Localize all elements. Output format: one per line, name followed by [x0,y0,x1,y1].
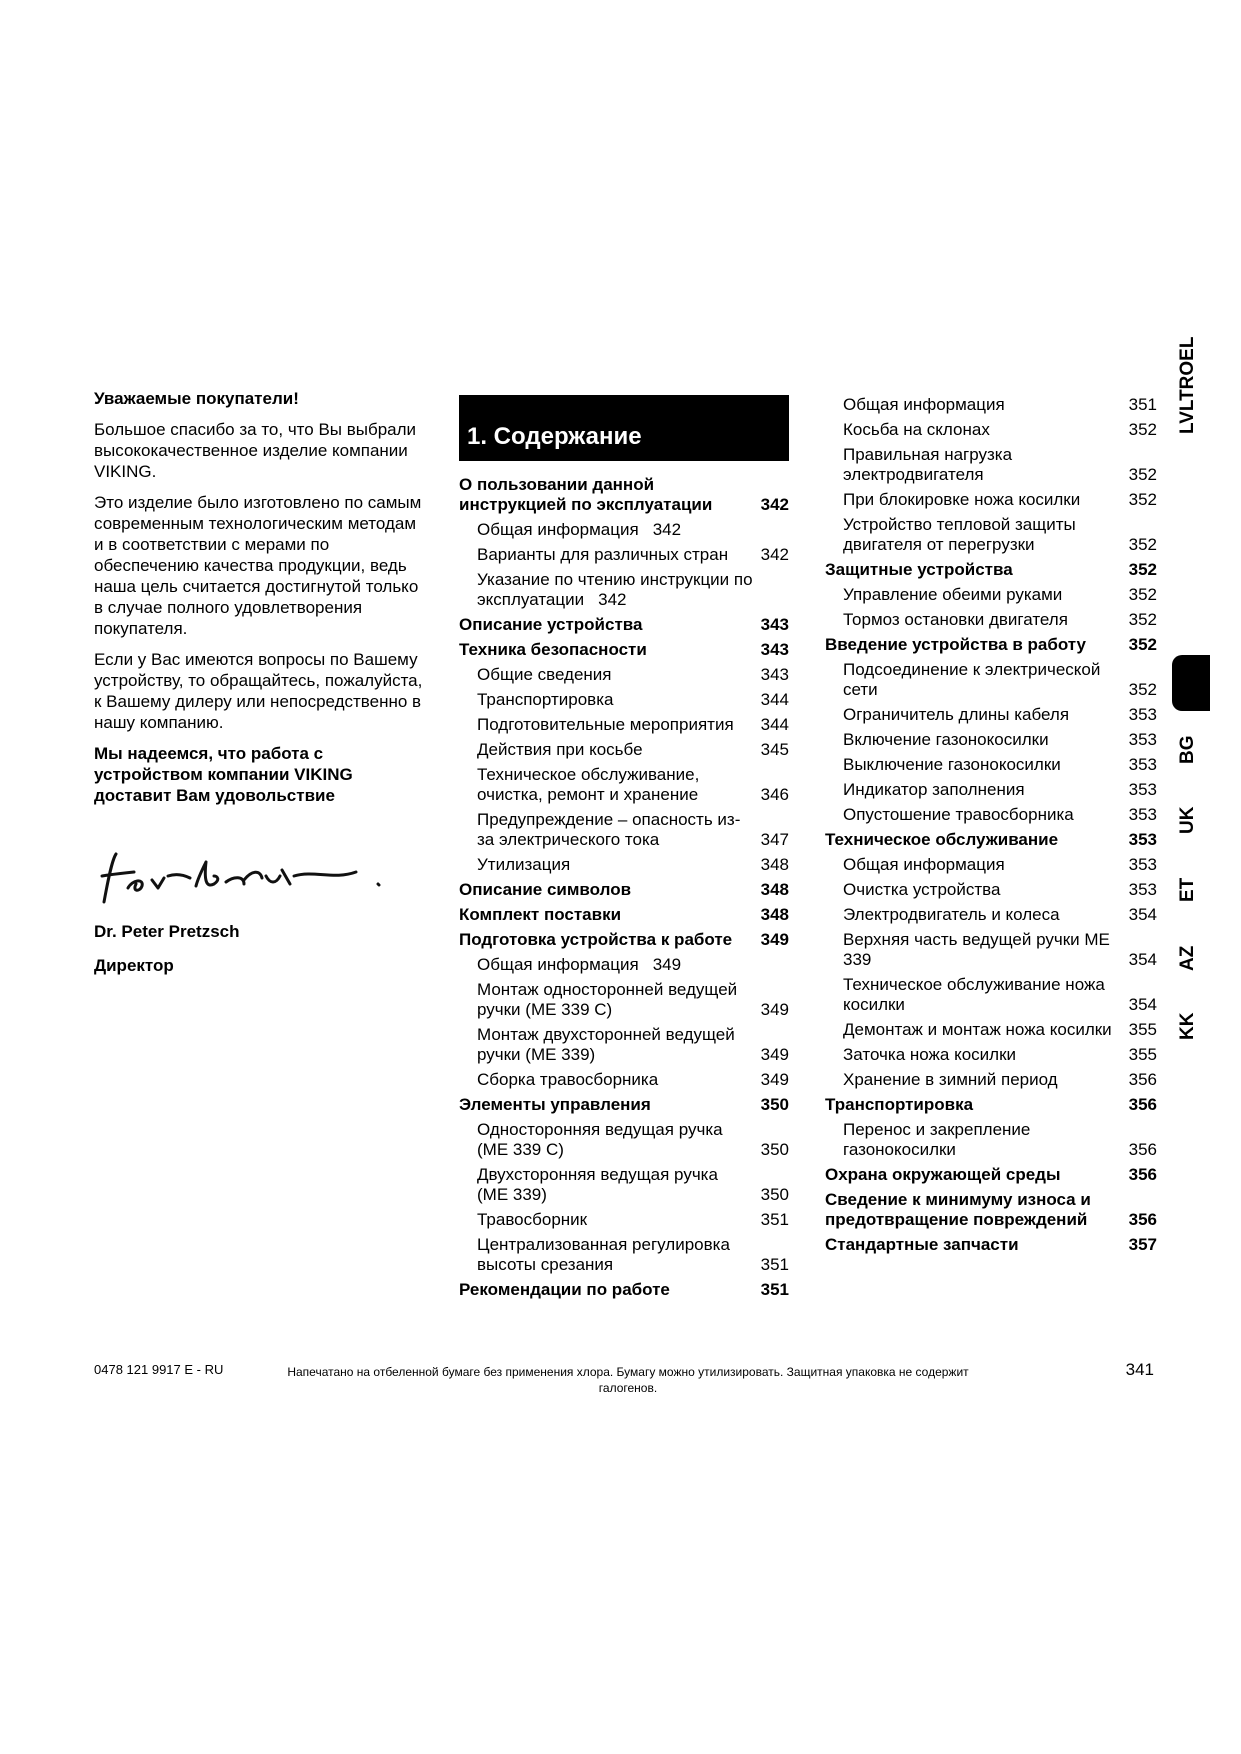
toc-entry-title: Предупреждение – опасность из-за электрического тока [477,810,741,849]
toc-section-entry[interactable] [459,640,789,660]
toc-entry-page: 349 [760,1045,789,1064]
lang-tab-uk[interactable]: UK [1177,806,1198,834]
toc-section-entry[interactable] [825,1190,1157,1230]
closing-paragraph: Мы надеемся, что работа с устройством компании VIKING доставит Вам удовольствие [94,744,353,805]
toc-entry-title: Перенос и закрепление газонокосилки [843,1120,1031,1159]
toc-entry-page: 351 [760,1210,789,1229]
toc-entry-page: 356 [1128,1070,1157,1089]
toc-entry-title: Транспортировка [825,1095,974,1114]
toc-subsection-entry[interactable] [459,665,789,685]
toc-column-1 [459,475,789,1305]
toc-subsection-entry[interactable] [825,515,1157,555]
toc-entry-title: Хранение в зимний период [843,1070,1058,1089]
toc-entry-title: Общая информация [843,855,1005,874]
toc-entry-page: 351 [760,1255,789,1274]
toc-entry-page: 346 [760,785,789,804]
toc-entry-title: Подготовительные мероприятия [477,715,734,734]
toc-entry-page: 342 [760,545,789,564]
toc-entry-page: 355 [1128,1020,1157,1039]
toc-entry-page: 349 [760,930,789,949]
toc-section-entry[interactable] [825,1165,1157,1185]
toc-entry-title: Ограничитель длины кабеля [843,705,1070,724]
signature-image [94,840,434,920]
toc-subsection-entry[interactable] [459,715,789,735]
toc-section-entry[interactable] [459,905,789,925]
toc-entry-page: 354 [1128,905,1157,924]
toc-subsection-entry[interactable] [459,1120,789,1160]
print-note: Напечатано на отбеленной бумаге без применения хлора. Бумагу можно утилизировать. Защитная упаковка не содержит галогенов. [287,1365,969,1395]
language-tabs [1168,320,1208,1040]
toc-subsection-entry[interactable] [459,545,789,565]
toc-subsection-entry[interactable] [825,490,1157,510]
page-number: 341 [1125,1360,1154,1379]
toc-subsection-entry[interactable] [459,740,789,760]
toc-subsection-entry[interactable] [825,780,1157,800]
toc-entry-page: 350 [760,1185,789,1204]
toc-entry-title: Транспортировка [477,690,614,709]
toc-subsection-entry[interactable] [459,955,789,975]
toc-subsection-entry[interactable] [459,690,789,710]
toc-entry-page: 348 [760,905,789,924]
toc-entry-page: 353 [1128,730,1157,749]
toc-entry-page: 343 [760,615,789,634]
toc-subsection-entry[interactable] [459,1025,789,1065]
toc-subsection-entry[interactable] [825,880,1157,900]
intro-letter [94,388,426,816]
toc-section-entry[interactable] [459,1095,789,1115]
toc-entry-title: Подсоединение к электрической сети [843,660,1101,699]
toc-entry-title: Электродвигатель и колеса [843,905,1060,924]
toc-entry-page: 356 [1128,1210,1157,1229]
toc-entry-page: 342 [760,495,789,514]
toc-entry-title: Рекомендации по работе [459,1280,670,1299]
toc-subsection-entry[interactable] [459,1210,789,1230]
toc-entry-title: Элементы управления [459,1095,651,1114]
toc-entry-title: Выключение газонокосилки [843,755,1061,774]
toc-entry-page: 352 [1128,465,1157,484]
toc-entry-title: Техническое обслуживание, очистка, ремонт и хранение [477,765,700,804]
toc-entry-title: Введение устройства в работу [825,635,1086,654]
intro-paragraph-2: Это изделие было изготовлено по самым современным технологическим методам и в соответствии с мерами по обеспечению качества продукции, ведь наша цель считается достигнутой только в случае полного удовлетворения покупателя. [94,493,422,638]
toc-entry-page: 345 [760,740,789,759]
toc-entry-page: 353 [1128,880,1157,899]
toc-section-entry[interactable] [825,830,1157,850]
toc-entry-title: Травосборник [477,1210,588,1229]
document-code: 0478 121 9917 E - RU [94,1362,224,1377]
toc-subsection-entry[interactable] [459,855,789,875]
toc-section-entry[interactable] [459,615,789,635]
toc-subsection-entry[interactable] [825,975,1157,1015]
toc-entry-page: 356 [1128,1140,1157,1159]
toc-entry-title: Стандартные запчасти [825,1235,1019,1254]
toc-subsection-entry[interactable] [459,810,789,850]
toc-entry-page: 347 [760,830,789,849]
toc-subsection-entry[interactable] [825,1120,1157,1160]
toc-entry-page: 355 [1128,1045,1157,1064]
toc-entry-page: 356 [1128,1165,1157,1184]
toc-entry-page: 352 [1128,680,1157,699]
toc-subsection-entry[interactable] [825,855,1157,875]
toc-section-entry[interactable] [825,560,1157,580]
toc-entry-title: Техника безопасности [459,640,647,659]
toc-title: 1. Содержание [467,423,642,450]
toc-entry-title: Общая информация [843,395,1005,414]
toc-subsection-entry[interactable] [825,805,1157,825]
toc-entry-title: Техническое обслуживание ножа косилки [843,975,1105,1014]
lang-tab-lvltroel[interactable]: LVLTROEL [1177,336,1198,434]
toc-subsection-entry[interactable] [825,445,1157,485]
toc-entry-page: 353 [1128,805,1157,824]
toc-entry-page: 352 [1128,560,1157,579]
toc-subsection-entry[interactable] [825,755,1157,775]
signatory-role: Директор [94,956,174,975]
toc-entry-page: 353 [1128,780,1157,799]
toc-entry-page: 350 [760,1095,789,1114]
toc-entry-page: 342 [598,590,627,609]
toc-entry-title: Защитные устройства [825,560,1013,579]
toc-entry-title: Монтаж двухсторонней ведущей ручки (ME 339) [477,1025,735,1064]
toc-entry-title: Устройство тепловой защиты двигателя от перегрузки [843,515,1076,554]
toc-section-entry[interactable] [459,1280,789,1300]
toc-section-entry[interactable] [825,1235,1157,1255]
toc-section-entry[interactable] [459,930,789,950]
toc-entry-title: Очистка устройства [843,880,1001,899]
toc-entry-page: 356 [1128,1095,1157,1114]
toc-entry-title: Варианты для различных стран [477,545,729,564]
toc-entry-title: Демонтаж и монтаж ножа косилки [843,1020,1112,1039]
toc-entry-title: Косьба на склонах [843,420,990,439]
toc-column-2 [825,395,1157,1260]
toc-entry-page: 344 [760,715,789,734]
toc-subsection-entry[interactable] [825,1070,1157,1090]
toc-entry-title: Подготовка устройства к работе [459,930,733,949]
toc-subsection-entry[interactable] [459,1235,789,1275]
toc-entry-page: 351 [1128,395,1157,414]
toc-entry-page: 344 [760,690,789,709]
toc-subsection-entry[interactable] [825,705,1157,725]
toc-entry-page: 352 [1128,610,1157,629]
toc-subsection-entry[interactable] [825,610,1157,630]
toc-entry-page: 342 [652,520,682,539]
lang-tab-az[interactable]: AZ [1177,945,1198,971]
toc-section-entry[interactable] [459,475,789,515]
toc-section-entry[interactable] [459,880,789,900]
toc-entry-page: 352 [1128,535,1157,554]
toc-entry-page: 357 [1128,1235,1157,1254]
toc-subsection-entry[interactable] [825,420,1157,440]
toc-entry-title: О пользовании данной инструкцией по эксплуатации [459,475,713,514]
toc-entry-title: Действия при косьбе [477,740,643,759]
toc-subsection-entry[interactable] [825,395,1157,415]
toc-entry-title: Правильная нагрузка электродвигателя [843,445,1013,484]
toc-entry-title: Общая информация 349 [477,955,682,974]
toc-subsection-entry[interactable] [825,905,1157,925]
toc-entry-title: Централизованная регулировка высоты срезания [477,1235,730,1274]
lang-tab-et[interactable]: ET [1177,877,1198,903]
toc-entry-page: 349 [760,1000,789,1019]
toc-entry-title: Общая информация 342 [477,520,682,539]
greeting: Уважаемые покупатели! [94,389,299,408]
toc-subsection-entry[interactable] [825,1045,1157,1065]
toc-entry-title: Двухсторонняя ведущая ручка (ME 339) [477,1165,718,1204]
toc-entry-title: Общие сведения [477,665,612,684]
toc-entry-page: 352 [1128,490,1157,509]
toc-subsection-entry[interactable] [459,765,789,805]
toc-entry-title: Сведение к минимуму износа и предотвращение повреждений [825,1190,1091,1229]
toc-entry-title: Заточка ножа косилки [843,1045,1017,1064]
intro-paragraph-1: Большое спасибо за то, что Вы выбрали высококачественное изделие компании VIKING. [94,420,417,481]
lang-tab-kk[interactable]: KK [1177,1012,1198,1040]
toc-entry-title: Сборка травосборника [477,1070,659,1089]
toc-entry-page: 352 [1128,635,1157,654]
toc-subsection-entry[interactable] [825,585,1157,605]
toc-entry-page: 349 [760,1070,789,1089]
toc-entry-title: Охрана окружающей среды [825,1165,1061,1184]
toc-entry-page: 354 [1128,950,1157,969]
toc-entry-page: 353 [1128,830,1157,849]
signatory-name: Dr. Peter Pretzsch [94,922,240,941]
toc-entry-title: Опустошение травосборника [843,805,1074,824]
toc-subsection-entry[interactable] [459,1165,789,1205]
toc-entry-title: Индикатор заполнения [843,780,1025,799]
toc-entry-title: При блокировке ножа косилки [843,490,1081,509]
toc-entry-page: 349 [652,955,682,974]
toc-entry-page: 352 [1128,585,1157,604]
toc-entry-page: 348 [760,855,789,874]
toc-entry-title: Включение газонокосилки [843,730,1049,749]
toc-entry-page: 343 [760,640,789,659]
toc-subsection-entry[interactable] [825,660,1157,700]
toc-entry-title: Описание устройства [459,615,643,634]
toc-subsection-entry[interactable] [825,1020,1157,1040]
toc-subsection-entry[interactable] [825,930,1157,970]
toc-entry-page: 353 [1128,705,1157,724]
toc-entry-page: 352 [1128,420,1157,439]
toc-entry-title: Описание символов [459,880,632,899]
toc-entry-title: Управление обеими руками [843,585,1063,604]
toc-entry-title: Монтаж односторонней ведущей ручки (ME 339 C) [477,980,738,1019]
toc-subsection-entry[interactable] [459,570,789,610]
toc-entry-title: Утилизация [477,855,571,874]
intro-paragraph-3: Если у Вас имеются вопросы по Вашему устройству, то обращайтесь, пожалуйста, к Вашему дилеру или непосредственно в нашу компанию. [94,650,423,732]
toc-entry-title: Односторонняя ведущая ручка (ME 339 C) [477,1120,723,1159]
toc-entry-title: Тормоз остановки двигателя [843,610,1068,629]
toc-subsection-entry[interactable] [459,980,789,1020]
toc-entry-page: 348 [760,880,789,899]
lang-tab-bg[interactable]: BG [1177,735,1198,765]
toc-entry-page: 343 [760,665,789,684]
toc-entry-page: 353 [1128,855,1157,874]
toc-title-bar [459,395,789,461]
toc-entry-page: 350 [760,1140,789,1159]
toc-subsection-entry[interactable] [459,520,789,540]
toc-section-entry[interactable] [825,635,1157,655]
toc-entry-title: Указание по чтению инструкции по эксплуатации 342 [477,570,753,609]
toc-entry-page: 353 [1128,755,1157,774]
toc-section-entry[interactable] [825,1095,1157,1115]
toc-entry-title: Комплект поставки [459,905,622,924]
toc-subsection-entry[interactable] [825,730,1157,750]
toc-entry-page: 354 [1128,995,1157,1014]
toc-entry-title: Техническое обслуживание [825,830,1059,849]
toc-subsection-entry[interactable] [459,1070,789,1090]
toc-entry-title: Верхняя часть ведущей ручки ME 339 [843,930,1110,969]
toc-entry-page: 351 [760,1280,789,1299]
